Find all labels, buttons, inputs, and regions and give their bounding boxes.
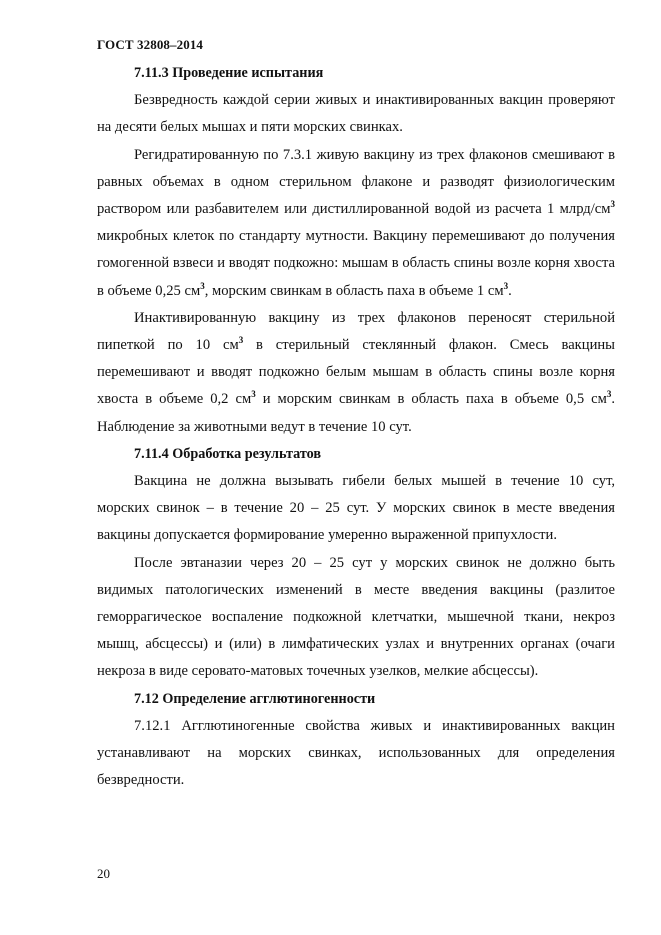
superscript-cube: 3 bbox=[610, 199, 615, 210]
page-number: 20 bbox=[97, 866, 110, 881]
text-fragment: микробных клеток по стандарту мутности. Вакцину перемешивают до получения гомогенной взвеси и вводят подкожно: мышам в область спины возле корня хвоста в объеме 0,25 см bbox=[97, 228, 615, 299]
superscript-cube: 3 bbox=[251, 389, 256, 400]
section-heading-7-11-4: 7.11.4 Обработка результатов bbox=[134, 445, 322, 462]
paragraph-results-mortality: Вакцина не должна вызывать гибели белых мышей в течение 10 сут, морских свинок – в течение 20 – 25 сут. У морских свинок в месте введения вакцины допускается формирование умеренно выраженной припухлости. bbox=[97, 473, 615, 544]
text-fragment: , морским свинкам в область паха в объеме 1 см bbox=[204, 282, 504, 299]
superscript-cube: 3 bbox=[200, 280, 205, 291]
document-body bbox=[97, 60, 615, 794]
section-heading-7-12: 7.12 Определение агглютиногенности bbox=[134, 690, 376, 707]
text-fragment: Инактивированную вакцину из трех флаконов переносят стерильной пипеткой по 10 см bbox=[97, 309, 615, 354]
superscript-cube: 3 bbox=[238, 335, 244, 346]
text-fragment: Регидратированную по 7.3.1 живую вакцину из трех флаконов смешивают в равных объемах в одном стерильном флаконе и разводят физиологическим раствором или разбавителем или дистиллированной водой из расчета 1 млрд/см bbox=[97, 146, 615, 218]
paragraph-agglutinogenicity: 7.12.1 Агглютиногенные свойства живых и инактивированных вакцин устанавливают на морских свинках, использованных для определения безвредности. bbox=[97, 717, 615, 789]
paragraph-inactivated-vaccine-procedure bbox=[97, 305, 615, 441]
paragraph-safety-test-scope: Безвредность каждой серии живых и инактивированных вакцин проверяют на десяти белых мышах и пяти морских свинках. bbox=[97, 92, 615, 136]
text-fragment: в стерильный стеклянный флакон. Смесь вакцины перемешивают и вводят подкожно белым мышам в область спины возле корня хвоста в объеме 0,2 см bbox=[97, 337, 615, 408]
section-heading-7-11-3: 7.11.3 Проведение испытания bbox=[134, 65, 324, 81]
text-fragment: и морским свинкам в область паха в объеме 0,5 см bbox=[255, 391, 607, 408]
text-fragment: . bbox=[508, 282, 512, 299]
document-standard-id: ГОСТ 32808–2014 bbox=[97, 37, 204, 52]
text-fragment: . Наблюдение за животными ведут в течение 10 сут. bbox=[97, 391, 615, 435]
paragraph-results-pathology: После эвтаназии через 20 – 25 сут у морских свинок не должно быть видимых патологических изменений в месте введения вакцины (разлитое геморрагическое воспаление подкожной клетчатки, мышечной ткани, некроз мышц, абсцессы) и (или) в лимфатических узлах и внутренних органах (очаги некроза в виде серовато-матовых точечных узелков, мелкие абсцессы). bbox=[97, 554, 615, 680]
superscript-cube: 3 bbox=[503, 280, 509, 291]
paragraph-live-vaccine-procedure bbox=[97, 142, 615, 305]
superscript-cube: 3 bbox=[606, 389, 612, 400]
